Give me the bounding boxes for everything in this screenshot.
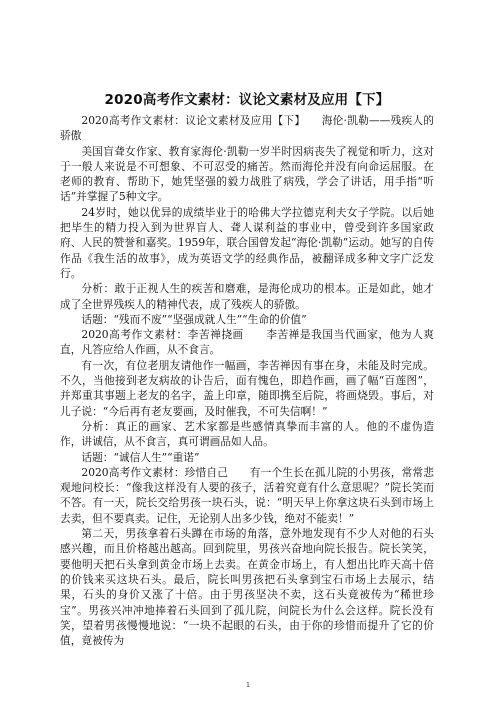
- document-body: [60, 92, 434, 648]
- page-number: 1: [246, 682, 250, 689]
- paragraph-4: 分析：敢于正视人生的疾苦和磨难，是海伦成功的根本。正是如此，她才成了全世界残疾人的精神代表，成了残疾人的骄傲。: [60, 282, 434, 311]
- paragraph-8: 分析：真正的画家、艺术家都是些感情真挚而丰富的人。他的不虚伪造作，讲诚信，从不食言，真可谓画品如人品。: [60, 419, 434, 449]
- paragraph-1: 2020高考作文素材：议论文素材及应用【下】 海伦·凯勒——残疾人的骄傲: [60, 114, 434, 143]
- paragraph-2: 美国盲聋女作家、教育家海伦·凯勒一岁半时因病丧失了视觉和听力，这对于一般人来说是不可想象、不可忍受的痛苦。然而海伦并没有向命运屈服。在老师的教育、帮助下，她凭坚强的毅力战胜了病残，学会了讲话，用手指“听话”并掌握了5种文字。: [60, 144, 434, 204]
- paragraph-5: 话题：“残而不废”“坚强成就人生”“生命的价值”: [81, 312, 307, 326]
- paragraph-10: 2020高考作文素材：珍惜自己 有一个生长在孤儿院的小男孩，常常悲观地问校长：“像我这样没有人要的孩子，活着究竟有什么意思呢？”院长笑而不答。有一天，院长交给男孩一块石头，说：“明天早上你拿这块石头到市场上去卖，但不要真卖。记住，无论别人出多少钱，绝对不能卖！”: [60, 465, 434, 525]
- paragraph-3: 24岁时，她以优异的成绩毕业于的哈佛大学拉德克利夫女子学院。以后她把毕生的精力投入到为世界盲人、聋人谋利益的事业中，曾受到许多国家政府、人民的赞誉和嘉奖。1959年，联合国曾发起“海伦·凯勒”运动。她写的自传作品《我生活的故事》，成为英语文学的经典作品，被翻译成多种文字广泛发行。: [60, 205, 434, 280]
- paragraph-7: 有一次，有位老朋友请他作一幅画，李苦禅因有事在身，未能及时完成。不久，当他接到老友病故的讣告后，面有愧色，即趋作画，画了幅“百莲图”，并郑重其事题上老友的名字，盖上印章，随即携至后院，将画烧毁。事后，对儿子说：“今后再有老友要画，及时催我，不可失信啊！”: [60, 358, 434, 418]
- paragraph-11: 第二天，男孩拿着石头蹲在市场的角落，意外地发现有不少人对他的石头感兴趣，而且价格越出越高。回到院里，男孩兴奋地向院长报告。院长笑笑，要他明天把石头拿到黄金市场上去卖。在黄金市场上，有人想出比昨天高十倍的价钱来买这块石头。最后，院长叫男孩把石头拿到宝石市场上去展示，结果，石头的身价又涨了十倍。由于男孩坚决不卖，这石头竟被传为“稀世珍宝”。男孩兴冲冲地捧着石头回到了孤儿院，问院长为什么会这样。院长没有笑，望着男孩慢慢地说：“一块不起眼的石头，由于你的珍惜而提升了它的价值，竟被传为: [60, 527, 434, 648]
- document-title: 2020高考作文素材：议论文素材及应用【下】: [104, 92, 390, 108]
- paragraph-9: 话题：“诚信人生”“重诺”: [81, 450, 200, 464]
- paragraph-6: 2020高考作文素材：李苦禅挠画 李苦禅是我国当代画家，他为人爽直，凡答应给人作画，从不食言。: [60, 328, 434, 357]
